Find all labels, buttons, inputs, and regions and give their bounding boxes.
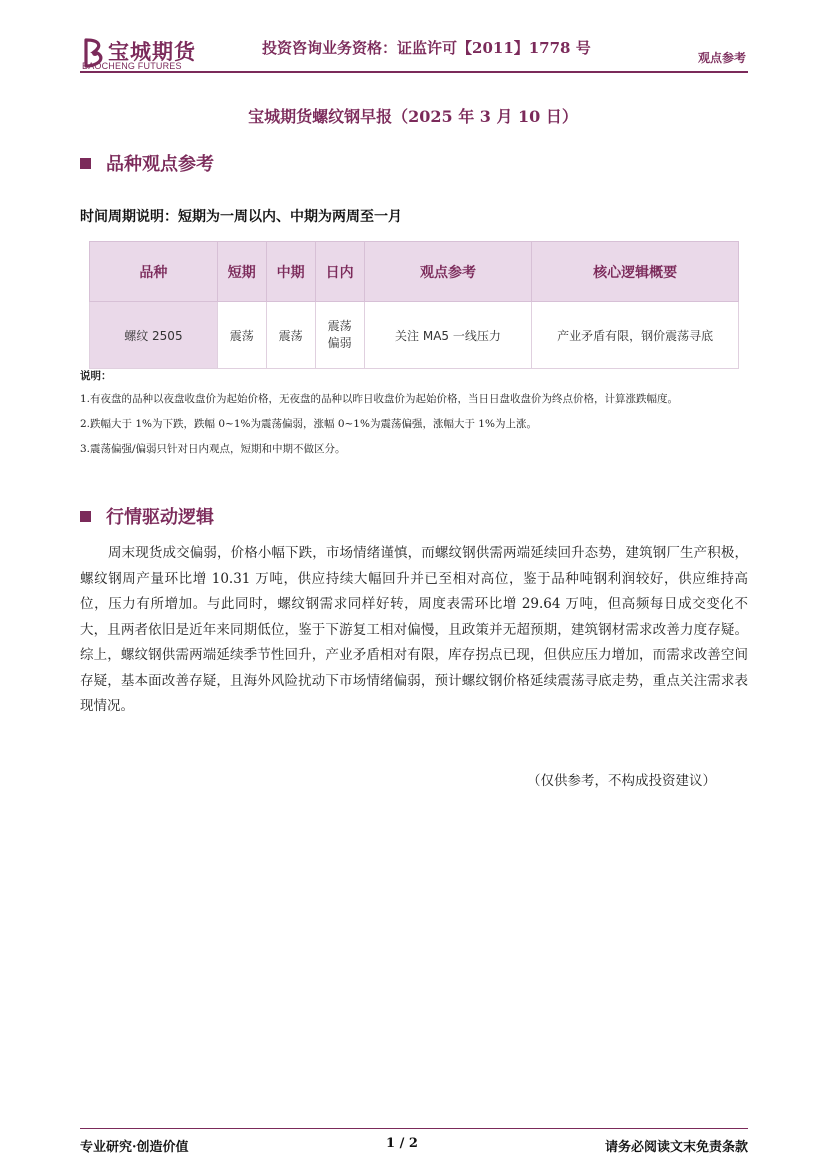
disclaimer: （仅供参考，不构成投资建议） — [527, 773, 716, 789]
table-header-row — [90, 242, 739, 302]
header-tag: 观点参考 — [697, 51, 746, 65]
table-header-cell: 品种 — [90, 242, 218, 302]
variety-cell: 螺纹 2505 — [90, 302, 218, 369]
table-header-cell: 日内 — [315, 242, 364, 302]
table-header-cell: 短期 — [217, 242, 266, 302]
section-heading-views — [80, 150, 214, 176]
period-note: 时间周期说明：短期为一周以内、中期为两周至一月 — [80, 209, 402, 225]
view-table — [89, 241, 739, 369]
logo-english-name: BAOCHENG FUTURES — [82, 61, 182, 71]
table-header-cell: 核心逻辑概要 — [532, 242, 739, 302]
header-divider — [80, 71, 748, 73]
view-cell: 关注 MA5 一线压力 — [364, 302, 532, 369]
section-heading-drivers — [80, 503, 214, 529]
logic-cell: 产业矛盾有限，钢价震荡寻底 — [532, 302, 739, 369]
intraday-cell — [315, 302, 364, 369]
square-bullet-icon — [80, 511, 91, 522]
table-row — [90, 302, 739, 369]
note-item: 1.有夜盘的品种以夜盘收盘价为起始价格，无夜盘的品种以昨日收盘价为起始价格，当日日盘收盘价为终点价格，计算涨跌幅度。 — [80, 393, 679, 405]
short-term-cell: 震荡 — [217, 302, 266, 369]
mid-term-cell: 震荡 — [266, 302, 315, 369]
notes-title: 说明： — [80, 370, 112, 382]
logo-name: 宝城期货 — [108, 39, 196, 64]
table-header-cell: 中期 — [266, 242, 315, 302]
page-number: 1 / 2 — [386, 1136, 418, 1151]
section-heading-text: 品种观点参考 — [106, 154, 214, 175]
table-header-cell: 观点参考 — [364, 242, 532, 302]
section-heading-text: 行情驱动逻辑 — [106, 507, 214, 528]
report-title: 宝城期货螺纹钢早报（2025 年 3 月 10 日） — [248, 107, 578, 126]
intraday-value: 震荡偏弱 — [327, 319, 352, 350]
drivers-paragraph: 周末现货成交偏弱，价格小幅下跌，市场情绪谨慎，而螺纹钢供需两端延续回升态势，建筑钢厂生产积极，螺纹钢周产量环比增 10.31 万吨，供应持续大幅回升并已至相对高位，鉴于品种吨钢利润较好，供应维持高位，压力有所增加。与此同时，螺纹钢需求同样好转，周度表需环比增 29.64 万吨，但高频每日成交变化不大，且两者依旧是近年来同期低位，鉴于下游复工相对偏慢，且政策并无超预期，建筑钢材需求改善力度存疑。综上，螺纹钢供需两端延续季节性回升，产业矛盾相对有限，库存拐点已现，但供应压力增加，而需求改善空间存疑，基本面改善存疑，且海外风险扰动下市场情绪偏弱，预计螺纹钢价格延续震荡寻底走势，重点关注需求表现情况。 — [80, 545, 748, 714]
notes-block — [80, 368, 748, 466]
qualification-line: 投资咨询业务资格：证监许可【2011】1778 号 — [262, 39, 591, 57]
footer-slogan: 专业研究·创造价值 — [80, 1140, 189, 1155]
square-bullet-icon — [80, 158, 91, 169]
footer-disclaimer-link[interactable]: 请务必阅读文末免责条款 — [604, 1140, 748, 1155]
footer-divider — [80, 1128, 748, 1129]
note-item: 3.震荡偏强/偏弱只针对日内观点，短期和中期不做区分。 — [80, 443, 346, 455]
note-item: 2.跌幅大于 1%为下跌，跌幅 0~1%为震荡偏弱，涨幅 0~1%为震荡偏强，涨幅大于 1%为上涨。 — [80, 418, 537, 430]
